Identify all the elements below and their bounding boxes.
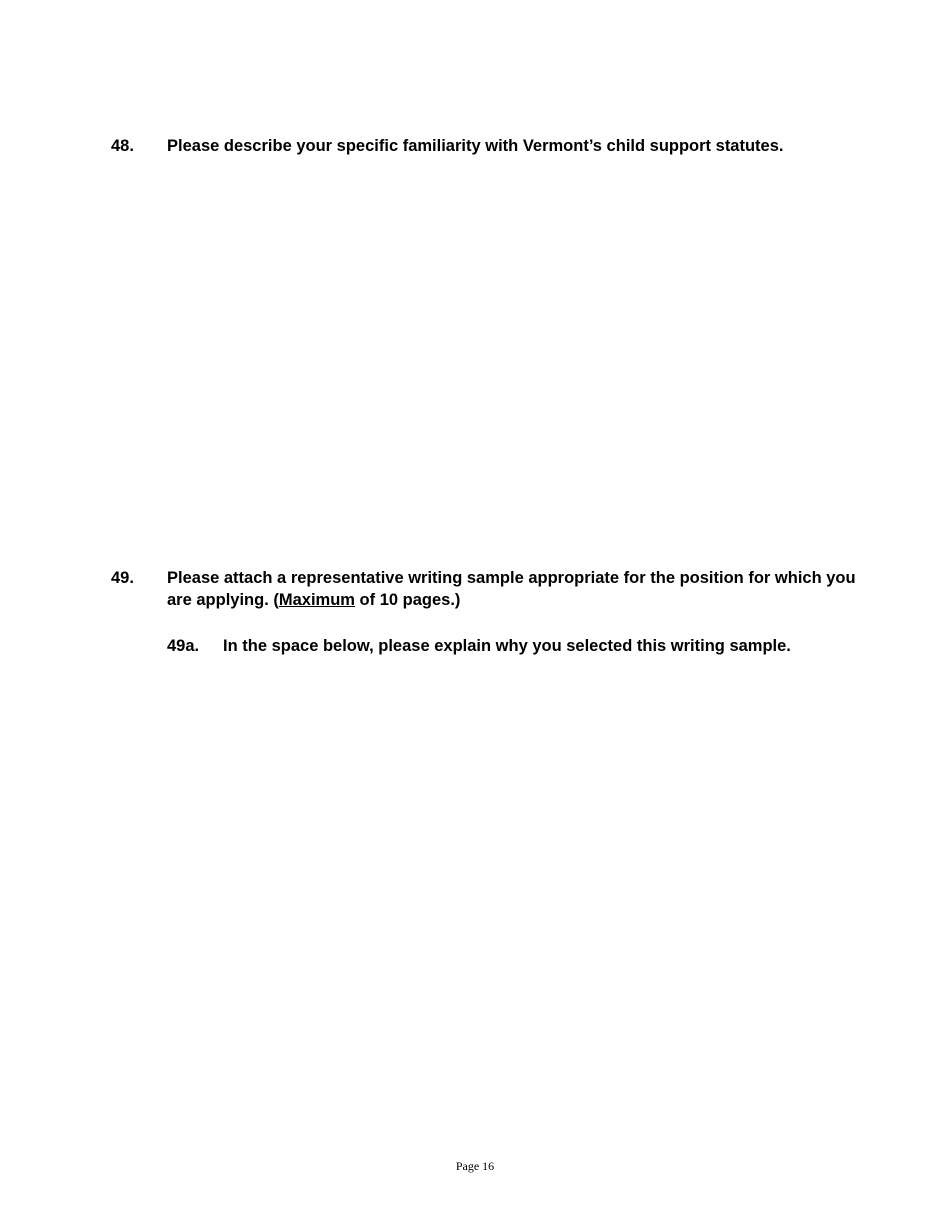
question-48-text: Please describe your specific familiarity with Vermont’s child support statutes. [167, 137, 784, 155]
question-49a-number: 49a. [167, 637, 200, 655]
answer-area-48[interactable] [111, 170, 871, 550]
question-49a [167, 635, 867, 657]
question-49 [111, 567, 871, 611]
question-49-maximum-underlined: Maximum [278, 591, 355, 609]
question-49-text [167, 567, 871, 611]
question-49a-text: In the space below, please explain why you selected this writing sample. [223, 637, 791, 655]
question-48 [111, 135, 871, 157]
answer-area-49a[interactable] [111, 670, 871, 1130]
question-49-text-start: Please attach a representative writing sample appropriate for the position for which you are applying. ( [167, 569, 856, 609]
question-49-text-end: of 10 pages.) [354, 591, 461, 609]
question-48-number: 48. [111, 137, 134, 155]
question-49-number: 49. [111, 569, 134, 587]
page-number-footer: Page 16 [455, 1159, 495, 1173]
